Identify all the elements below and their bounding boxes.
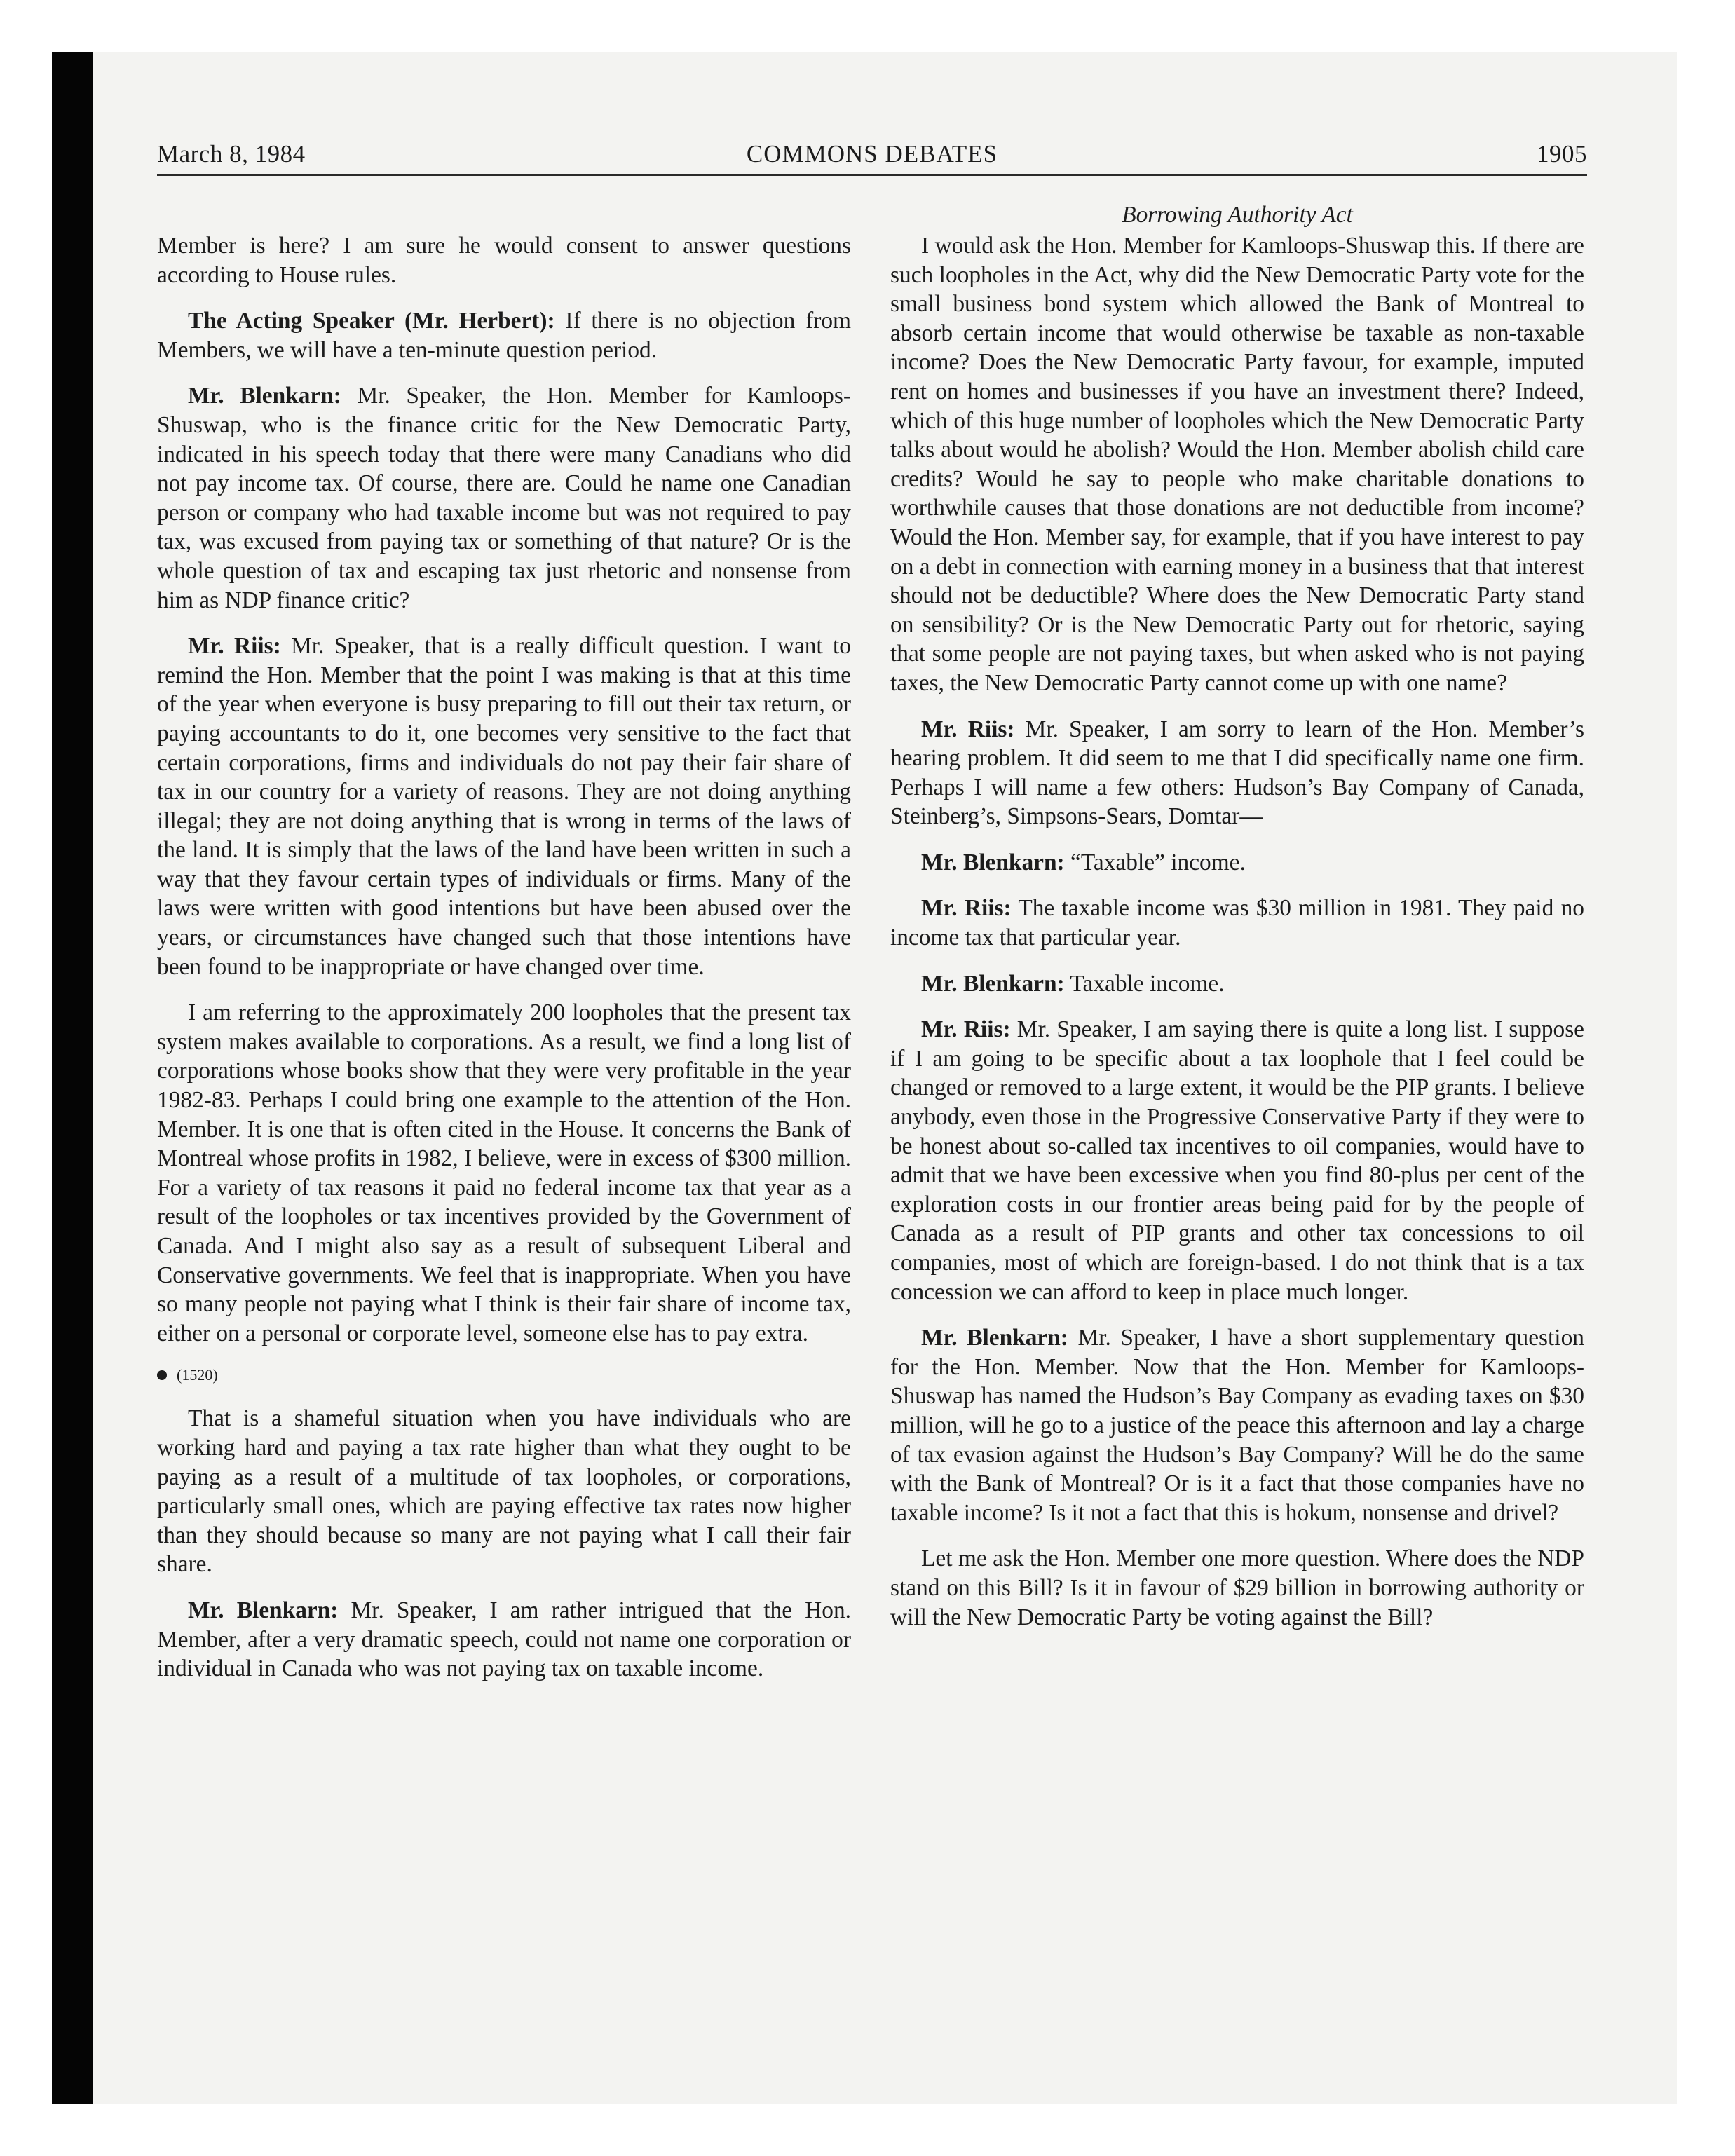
running-header xyxy=(157,140,1587,177)
speech-paragraph xyxy=(157,306,851,364)
right-column xyxy=(890,200,1584,1649)
header-date: March 8, 1984 xyxy=(157,140,306,168)
time-marker-label: (1520) xyxy=(177,1366,218,1384)
speaker-name: Mr. Blenkarn: xyxy=(188,383,341,409)
bullet-icon xyxy=(157,1370,167,1380)
left-column xyxy=(157,231,851,1700)
speech-paragraph xyxy=(890,1015,1584,1306)
header-rule xyxy=(157,174,1587,176)
speech-paragraph xyxy=(890,969,1584,999)
speaker-name: Mr. Blenkarn: xyxy=(921,1325,1068,1351)
speaker-name: Mr. Riis: xyxy=(921,895,1012,922)
speech-text: Mr. Speaker, the Hon. Member for Kamloops-Shuswap, who is the finance critic for the New Democratic Party, indicated in his speech today that there were many Canadians who did not pay income tax. Of course, there are. Could he name one Canadian person or company who had taxable income but was not required to pay tax, was excused from paying tax or something of that nature? Or is the whole question of tax and escaping tax just rhetoric and nonsense from him as NDP finance critic? xyxy=(157,383,851,613)
paragraph: That is a shameful situation when you have individuals who are working hard and paying a tax rate higher than what they ought to be paying as a result of a multitude of tax loopholes, or corporations, particularly small ones, which are paying effective tax rates now higher than they should because so many are not paying what I call their fair share. xyxy=(157,1405,851,1578)
speaker-name: Mr. Riis: xyxy=(921,716,1015,742)
time-marker xyxy=(157,1365,851,1386)
speech-paragraph xyxy=(157,381,851,615)
header-page-number: 1905 xyxy=(1537,140,1587,168)
speech-paragraph xyxy=(890,715,1584,831)
paragraph: I am referring to the approximately 200 loopholes that the present tax system makes available to corporations. As a result, we find a long list of corporations whose books show that they were very profitable in the year 1982-83. Perhaps I could bring one example to the attention of the Hon. Member. It is one that is often cited in the House. It concerns the Bank of Montreal whose profits in 1982, I believe, were in excess of $300 million. For a variety of tax reasons it paid no federal income tax that year as a result of the loopholes or tax incentives provided by the Government of Canada. And I might also say as a result of subsequent Liberal and Conservative governments. We feel that is inappropriate. When you have so many people not paying what I think is their fair share of income tax, either on a personal or corporate level, someone else has to pay extra. xyxy=(157,999,851,1346)
speaker-name: Mr. Riis: xyxy=(188,633,281,660)
section-subhead: Borrowing Authority Act xyxy=(1122,202,1353,228)
paragraph: I would ask the Hon. Member for Kamloops-Shuswap this. If there are such loopholes in the Act, why did the New Democratic Party vote for the small business bond system which allowed the Bank of Montreal to absorb certain income that would otherwise be taxable as non-taxable income? Does the New Democratic Party favour, for example, imputed rent on homes and businesses if you have an investment there? Indeed, which of this huge number of loopholes which the New Democratic Party talks about would he abolish? Would the Hon. Member abolish child care credits? Would he say to people who make charitable donations to worthwhile causes that those donations are not deductible from income? Would the Hon. Member say, for example, that if you have interest to pay on a debt in connection with earning money in a business that that interest should not be deductible? Where does the New Democratic Party stand on sensibility? Or is the New Democratic Party out for rhetoric, saying that some people are not paying taxes, but when asked who is not paying taxes, the New Democratic Party cannot come up with one name? xyxy=(890,233,1584,696)
paragraph: Let me ask the Hon. Member one more question. Where does the NDP stand on this Bill? Is it in favour of $29 billion in borrowing authority or will the New Democratic Party be voting against the Bill? xyxy=(890,1546,1584,1630)
speech-paragraph xyxy=(157,1596,851,1684)
speaker-name: Mr. Blenkarn: xyxy=(921,970,1065,997)
speech-text: Mr. Speaker, I am saying there is quite a long list. I suppose if I am going to be specific about a tax loophole that I feel could be changed or removed to a large extent, it would be the PIP grants. I believe anybody, even those in the Progressive Conservative Party if they were to be honest about so-called tax incentives to oil companies, would have to admit that we have been excessive when you find 80-plus per cent of the exploration costs in our frontier areas being paid for by the people of Canada as a result of PIP grants and other tax concessions to oil companies, most of which are foreign-based. I do not think that is a tax concession we can afford to keep in place much longer. xyxy=(890,1016,1585,1305)
paragraph: Member is here? I am sure he would consent to answer questions according to House rules. xyxy=(157,233,851,288)
speaker-name: Mr. Blenkarn: xyxy=(188,1597,339,1623)
speech-text: “Taxable” income. xyxy=(1064,849,1246,875)
speech-text: Mr. Speaker, I am rather intrigued that the Hon. Member, after a very dramatic speech, could not name one corporation or individual in Canada who was not paying tax on taxable income. xyxy=(157,1597,851,1682)
speech-paragraph xyxy=(157,632,851,981)
speaker-name: Mr. Blenkarn: xyxy=(921,849,1065,875)
speech-paragraph xyxy=(890,848,1584,878)
speech-text: The taxable income was $30 million in 1981. They paid no income tax that particular year. xyxy=(890,895,1585,951)
speech-text: Mr. Speaker, that is a really difficult question. I want to remind the Hon. Member that the point I was making is that at this time of the year when everyone is busy preparing to fill out their tax return, or paying accountants to do it, one becomes very sensitive to the fact that certain corporations, firms and individuals do not pay their fair share of tax in our country for a variety of reasons. They are not doing anything illegal; they are not doing anything that is wrong in terms of the laws of the land. It is simply that the laws of the land have been written in such a way that they favour certain types of individuals or firms. Many of the laws were written with good intentions but have been abused over the years, or circumstances have changed such that those intentions have been found to be inappropriate or have changed over time. xyxy=(157,633,852,980)
speech-text: If there is no objection from Members, we will have a ten-minute question period. xyxy=(157,308,851,363)
scan-edge-bar xyxy=(52,52,93,2104)
speech-paragraph xyxy=(890,894,1584,952)
speech-text: Mr. Speaker, I have a short supplementary question for the Hon. Member. Now that the Hon. Member for Kamloops-Shuswap has named the Hudson’s Bay Company as evading taxes on $30 million, will he go to a justice of the peace this afternoon and lay a charge of tax evasion against the Hudson’s Bay Company? Will he do the same with the Bank of Montreal? Or is it a fact that those companies have no taxable income? Is it not a fact that this is hokum, nonsense and drivel? xyxy=(890,1325,1584,1526)
speech-paragraph xyxy=(890,1323,1584,1527)
header-publication: COMMONS DEBATES xyxy=(746,140,998,168)
speech-text: Taxable income. xyxy=(1064,970,1225,997)
speaker-name: Mr. Riis: xyxy=(921,1016,1011,1043)
speaker-name: The Acting Speaker (Mr. Herbert): xyxy=(188,308,555,334)
speech-text: Mr. Speaker, I am sorry to learn of the Hon. Member’s hearing problem. It did seem to me that I did specifically name one firm. Perhaps I will name a few others: Hudson’s Bay Company of Canada, Steinberg’s, Simpsons-Sears, Domtar— xyxy=(890,716,1584,830)
